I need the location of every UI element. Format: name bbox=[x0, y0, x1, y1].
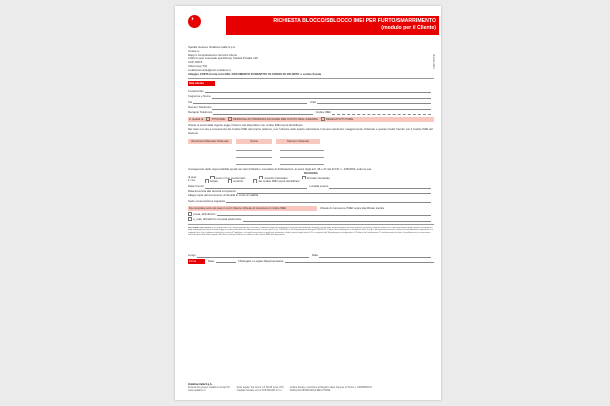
field-row bbox=[188, 253, 434, 258]
form-subtitle: (modulo per il Cliente) bbox=[381, 25, 436, 31]
quality-option[interactable] bbox=[321, 117, 353, 122]
unblock-right: Chiede di conoscere l'IMEI sopra identificato tramite bbox=[320, 206, 385, 211]
checkbox[interactable] bbox=[302, 176, 306, 180]
field-label: Città bbox=[310, 99, 316, 104]
field-input[interactable] bbox=[212, 106, 431, 110]
form-body bbox=[188, 46, 434, 264]
field-row bbox=[188, 216, 434, 221]
di-aver-label: di aver bbox=[188, 175, 197, 179]
field-row bbox=[188, 183, 434, 188]
field-input[interactable] bbox=[193, 100, 307, 104]
field-row bbox=[188, 99, 434, 104]
field-label: Numero Telefonico bbox=[188, 104, 212, 109]
address-line: Inviare a: bbox=[188, 49, 200, 53]
calls-table-header bbox=[188, 139, 434, 144]
field-input[interactable] bbox=[205, 89, 431, 93]
field-label: Luogo bbox=[188, 253, 196, 258]
divider bbox=[188, 78, 434, 79]
table-cell[interactable] bbox=[236, 146, 272, 151]
field-input[interactable] bbox=[329, 185, 431, 189]
field-input[interactable] bbox=[319, 254, 431, 258]
field-input[interactable] bbox=[226, 199, 431, 203]
option-label: DELEGATO/TUTORE bbox=[325, 116, 354, 121]
field-label: Data bbox=[311, 253, 318, 258]
id-attach-note: Allega copia del documento di identità in corso di validità bbox=[188, 194, 259, 198]
table-row bbox=[236, 153, 434, 158]
option-label: smarrito bbox=[233, 179, 244, 184]
table-cell[interactable] bbox=[280, 146, 324, 151]
address-line: CAP 10015 bbox=[188, 61, 203, 65]
il-tra-label: il / tra bbox=[188, 179, 195, 183]
option-label: TITOLARE bbox=[211, 116, 225, 121]
field-input[interactable] bbox=[237, 190, 431, 194]
option-label: PERSONA AUTORIZZATA AD AGIRE PER CONTO DELL'AZIENDA bbox=[233, 116, 318, 121]
address-block bbox=[188, 46, 434, 76]
footer-col bbox=[290, 383, 372, 392]
field-label: Recapito Telefonico bbox=[188, 110, 213, 115]
request-text: chiede ai sensi della vigente legge il blocco del dispositivo con codice IMEI sopra identificato. bbox=[188, 123, 304, 127]
field-input[interactable] bbox=[217, 212, 431, 216]
footer-text: Partita IVA 08539010010 REA 274699 bbox=[289, 389, 331, 392]
option-label: e_mail, all'indirizzo di posta elettronica: bbox=[193, 217, 242, 221]
field-row bbox=[188, 110, 434, 115]
checkbox[interactable] bbox=[188, 212, 192, 216]
field-row bbox=[188, 93, 434, 98]
vodafone-logo: ’ bbox=[188, 15, 201, 28]
table-col-header: Ricezione/chiamata Chiamate bbox=[188, 139, 232, 144]
option-label: posta, all'indirizzo: bbox=[193, 211, 216, 216]
form-title-bar bbox=[226, 16, 439, 35]
checkbox[interactable] bbox=[253, 179, 257, 183]
form-title: RICHIESTA BLOCCO/SBLOCCO IMEI PER FURTO/SMARRIMENTO bbox=[273, 18, 436, 24]
option-label: furtato bbox=[210, 179, 218, 184]
option-label: perso in luo menzionato bbox=[215, 175, 246, 180]
signature-label: Firma bbox=[188, 259, 205, 264]
attachment-note: Allegare COPIA fronte-retro DEL DOCUMENTO DI IDENTITA' IN CORSO DI VALIDITA' e codice fiscale bbox=[188, 72, 322, 76]
field-label: Data denuncia alle autorità competenti bbox=[188, 189, 236, 194]
field-label: Località evento bbox=[309, 184, 329, 189]
declaration-intro: Consapevole delle responsabilità penali nei casi di falsità e mendacia di dichiarazioni, ai sensi degli artt. 46 e 47 del D.P.R. n. 445/2000, sotto la sua bbox=[188, 168, 372, 172]
table-row bbox=[236, 146, 434, 151]
footer-text: Capitale Sociale euro 2.305.099.887,12 i.v. bbox=[236, 389, 283, 392]
footer bbox=[188, 383, 434, 392]
field-input[interactable] bbox=[317, 100, 431, 104]
address-line: Spettile Gestore Vodafone Italia S.p.A. bbox=[188, 46, 236, 49]
quality-label: in qualità di bbox=[189, 116, 204, 121]
table-col-header: Numero chiamato bbox=[276, 139, 320, 144]
signature-input[interactable] bbox=[285, 259, 434, 263]
checkbox[interactable] bbox=[228, 117, 232, 121]
table-col-header: Orario bbox=[236, 139, 272, 144]
privacy-text: La informiamo che i dati personali da Lei forniti, contenuti nella dichiarazione e nella documentazione allegata al fine della autorizzazione del Suo telefono cellulare, saranno trattati per il perseguimento delle finalità contrattuali e degli adempimenti previsti dalla legge in materia di tutela dei dati personali ai sensi del D.Lgs. 196/2003 e del Regolamento Europeo 2016/679. Titolare del trattamento è Vodafone Italia S.p.A. I dati potranno essere comunicati alle Autorità competenti e a soggetti terzi che svolgono attività per conto di Vodafone. Lei potrà esercitare in qualsiasi momento i diritti previsti dagli articoli 15 e seguenti del Regolamento rivolgendosi al Titolare del trattamento. Il conferimento dei dati è facoltativo ma in mancanza non sarà possibile dare seguito alla Sua richiesta di blocco o sblocco del codice IMEI del dispositivo. bbox=[188, 226, 433, 237]
calls-table-body bbox=[188, 146, 434, 166]
address-line: Indirizzo (per eventuale spedizione) Casella Postale 190 bbox=[188, 57, 258, 61]
field-row bbox=[188, 88, 434, 93]
declaration-option[interactable] bbox=[253, 179, 299, 183]
field-input[interactable] bbox=[212, 95, 431, 99]
declaration-option[interactable] bbox=[302, 176, 330, 180]
signature-caption: Il Delegato o Legale Rappresentante bbox=[237, 258, 284, 263]
unblock-heading: Da compilare solo nel caso in cui il Cliente richiede di conoscere il codice IMEI bbox=[188, 206, 317, 211]
field-label: Il sottoscritto bbox=[188, 88, 204, 93]
address-line: Rapp.ti Comparlamento Servizio Clienti bbox=[188, 53, 237, 57]
field-label: Cognome e Nome bbox=[188, 94, 211, 99]
divider bbox=[188, 224, 434, 225]
field-row bbox=[188, 198, 434, 203]
footer-company: Vodafone Italia S.p.A. bbox=[188, 383, 213, 386]
privacy-title: INFORMATIVA PRIVACY bbox=[188, 226, 213, 229]
table-cell[interactable] bbox=[236, 160, 272, 165]
checkbox[interactable] bbox=[205, 179, 209, 183]
option-label: smarrito l'apparato bbox=[264, 175, 288, 180]
checkbox[interactable] bbox=[206, 117, 210, 121]
declaration-option[interactable] bbox=[205, 179, 218, 183]
privacy-notice bbox=[188, 227, 434, 253]
quality-option[interactable] bbox=[206, 117, 225, 122]
form-page bbox=[175, 6, 441, 400]
footer-text: Codice fiscale e iscrizione al Registro delle Imprese di Torino n. 93026890017 bbox=[289, 386, 372, 389]
field-input[interactable] bbox=[205, 185, 307, 189]
field-label: Sede conservazione Apparato bbox=[188, 198, 226, 203]
option-label: del codice IMEI sopra identificato bbox=[258, 179, 300, 184]
date-label: Data bbox=[208, 258, 214, 263]
table-cell[interactable] bbox=[280, 153, 324, 158]
note-text: Nel caso non sia a conoscenza del Codice IMEI del proprio telefono, può 'indicare nello spazio sottostante il numero telefonico maggiormente chiamato e quanto risulta 'tramite' per il Codice IMEI del telefono. bbox=[188, 128, 433, 135]
footer-col bbox=[188, 383, 231, 392]
field-row bbox=[188, 211, 434, 216]
unblock-option[interactable] bbox=[188, 217, 243, 221]
imei-input[interactable] bbox=[332, 111, 431, 115]
field-input[interactable] bbox=[213, 111, 312, 115]
date-input[interactable] bbox=[216, 259, 236, 263]
table-cell[interactable] bbox=[280, 160, 324, 165]
quality-option[interactable] bbox=[228, 117, 318, 122]
field-input[interactable] bbox=[243, 218, 431, 222]
footer-text: Sede legale: Via Jervis, 13 10015 Ivrea (TO) bbox=[236, 386, 284, 389]
declaration-heading: DICHIARA bbox=[304, 171, 318, 175]
footer-text: Società del gruppo Vodafone Group Plc. bbox=[188, 386, 231, 389]
footer-col bbox=[237, 383, 284, 392]
field-label: Via bbox=[188, 99, 192, 104]
table-row bbox=[236, 160, 434, 165]
unblock-option[interactable] bbox=[188, 212, 217, 216]
checkbox[interactable] bbox=[321, 117, 325, 121]
address-line: vodafoneomnitel@cert.vodafone.it bbox=[188, 68, 231, 72]
footer-link[interactable]: www.vodafone.it bbox=[188, 389, 206, 392]
declaration-option[interactable] bbox=[228, 179, 243, 183]
client-section-heading: Dati cliente bbox=[188, 81, 215, 86]
signature-row bbox=[188, 259, 434, 264]
option-label: ritrovato l'apparato bbox=[306, 175, 330, 180]
field-label: Codice IMEI bbox=[315, 110, 331, 115]
table-cell[interactable] bbox=[236, 153, 272, 158]
checkbox[interactable] bbox=[188, 217, 192, 221]
address-line: Città Ivrea (TO) bbox=[188, 64, 208, 68]
side-code: Modulo IMEI bbox=[432, 54, 435, 69]
field-label: Data rinvenir bbox=[188, 184, 204, 189]
field-input[interactable] bbox=[197, 254, 309, 258]
field-row bbox=[188, 104, 434, 109]
quality-row bbox=[188, 117, 434, 122]
checkbox[interactable] bbox=[228, 179, 232, 183]
